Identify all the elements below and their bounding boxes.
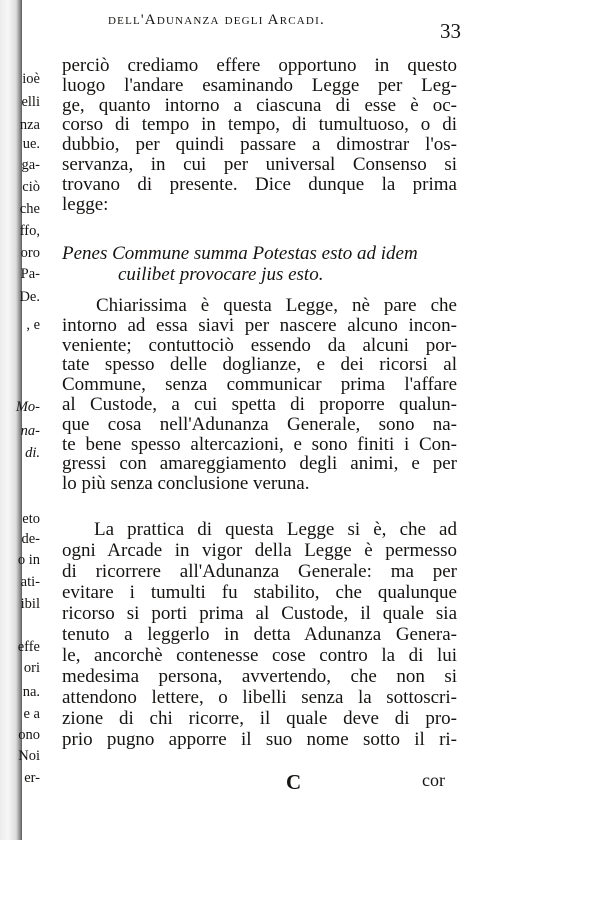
margin-fragment: eto bbox=[22, 511, 40, 527]
margin-fragment: che bbox=[19, 201, 40, 217]
margin-fragment: na. bbox=[22, 684, 40, 700]
p1-line: legge: bbox=[62, 193, 109, 215]
p1-line: dubbio, per quindi passare a dimostrar l'os- bbox=[62, 134, 457, 156]
p1-line: luogo l'andare esaminando Legge per Leg- bbox=[62, 74, 457, 96]
p2-line: te bene spesso altercazioni, e sono finiti i Con- bbox=[62, 433, 457, 455]
margin-fragment: ori bbox=[23, 660, 40, 676]
p1-line: ge, quanto intorno a ciascuna di esse è oc- bbox=[62, 94, 457, 116]
p3-line: ricorso si porti prima al Custode, il quale sia bbox=[62, 603, 457, 624]
margin-fragment: oro bbox=[20, 245, 40, 261]
page-number: 33 bbox=[440, 19, 461, 43]
running-title: dell'Adunanza degli Arcadi. bbox=[108, 12, 325, 28]
margin-fragment: ue. bbox=[22, 136, 40, 152]
p3-line: le, ancorchè contenesse cose contro la di lui bbox=[62, 645, 457, 666]
p2-line: tate spesso delle doglianze, e dei ricorsi al bbox=[62, 354, 457, 376]
p2-line: veniente; contuttociò essendo da alcuni por- bbox=[62, 334, 457, 356]
p3-line: tenuto a leggerlo in detta Adunanza Genera- bbox=[62, 624, 457, 645]
p3-line: evitare i tumulti fu stabilito, che qualunque bbox=[62, 582, 457, 603]
margin-fragment: ga- bbox=[21, 157, 40, 173]
p3-line: attendono lettere, o libelli senza la sottoscri- bbox=[62, 687, 457, 708]
p2-line: lo più senza conclusione veruna. bbox=[62, 473, 310, 495]
p3-line: di ricorrere all'Adunanza Generale: ma per bbox=[62, 561, 457, 582]
margin-fragment: ciò bbox=[22, 179, 40, 195]
margin-fragment: o in bbox=[17, 552, 40, 568]
p2-line: al Custode, a cui spetta di proporre qualun- bbox=[62, 394, 457, 415]
margin-fragment: ono bbox=[18, 727, 40, 743]
margin-fragment: ffo, bbox=[19, 223, 40, 239]
margin-fragment: effe bbox=[17, 639, 40, 655]
margin-fragment: ati- bbox=[20, 574, 40, 590]
p1-line: servanza, in cui per universal Consenso si bbox=[62, 154, 457, 175]
p3-line: prio pugno apporre il suo nome sotto il ri- bbox=[62, 729, 457, 750]
p1-line: corso di tempo in tempo, di tumultuoso, o di bbox=[62, 114, 457, 136]
gutter-lower-blank bbox=[0, 840, 22, 900]
p1-line: trovano di presente. Dice dunque la prima bbox=[62, 173, 457, 195]
p3-line: La prattica di questa Legge si è, che ad bbox=[94, 519, 457, 540]
margin-fragment: Pa- bbox=[20, 266, 40, 282]
p2-line: Chiarissima è questa Legge, nè pare che bbox=[96, 295, 457, 316]
signature-mark: C bbox=[286, 770, 302, 794]
p2-line: intorno ad essa siavi per nascere alcuno incon- bbox=[62, 314, 457, 336]
margin-fragment: Noi bbox=[18, 748, 40, 764]
p3-line: medesima persona, avvertendo, che non si bbox=[62, 666, 457, 687]
margin-fragment: ibil bbox=[20, 596, 40, 612]
margin-fragment: nza bbox=[19, 117, 40, 133]
margin-fragment: elli bbox=[21, 94, 40, 110]
law-line: cuilibet provocare jus esto. bbox=[118, 263, 324, 285]
margin-fragment: e a bbox=[23, 706, 40, 722]
margin-fragment: Mo- bbox=[15, 399, 40, 415]
margin-fragment: , e bbox=[26, 317, 40, 333]
p2-line: Commune, senza communicar prima l'affare bbox=[62, 374, 457, 396]
p2-line: gressi con amareggiamento degli animi, e per bbox=[62, 453, 457, 475]
margin-fragment: De. bbox=[19, 289, 40, 305]
p3-line: ogni Arcade in vigor della Legge è permesso bbox=[62, 540, 457, 561]
book-page bbox=[62, 0, 482, 900]
facing-page-margin-fragments bbox=[0, 58, 44, 798]
margin-fragment: ioè bbox=[22, 71, 40, 87]
p1-line: perciò crediamo effere opportuno in questo bbox=[62, 55, 457, 76]
p3-line: zione di chi ricorre, il quale deve di pro- bbox=[62, 708, 457, 729]
catchword: cor bbox=[422, 770, 445, 790]
law-line: Penes Commune summa Potestas esto ad idem bbox=[62, 243, 418, 264]
margin-fragment: di. bbox=[25, 445, 40, 461]
margin-fragment: er- bbox=[24, 770, 40, 786]
margin-fragment: de- bbox=[21, 531, 40, 547]
margin-fragment: na- bbox=[20, 423, 40, 439]
p2-line: que cosa nell'Adunanza Generale, sono na- bbox=[62, 413, 457, 435]
